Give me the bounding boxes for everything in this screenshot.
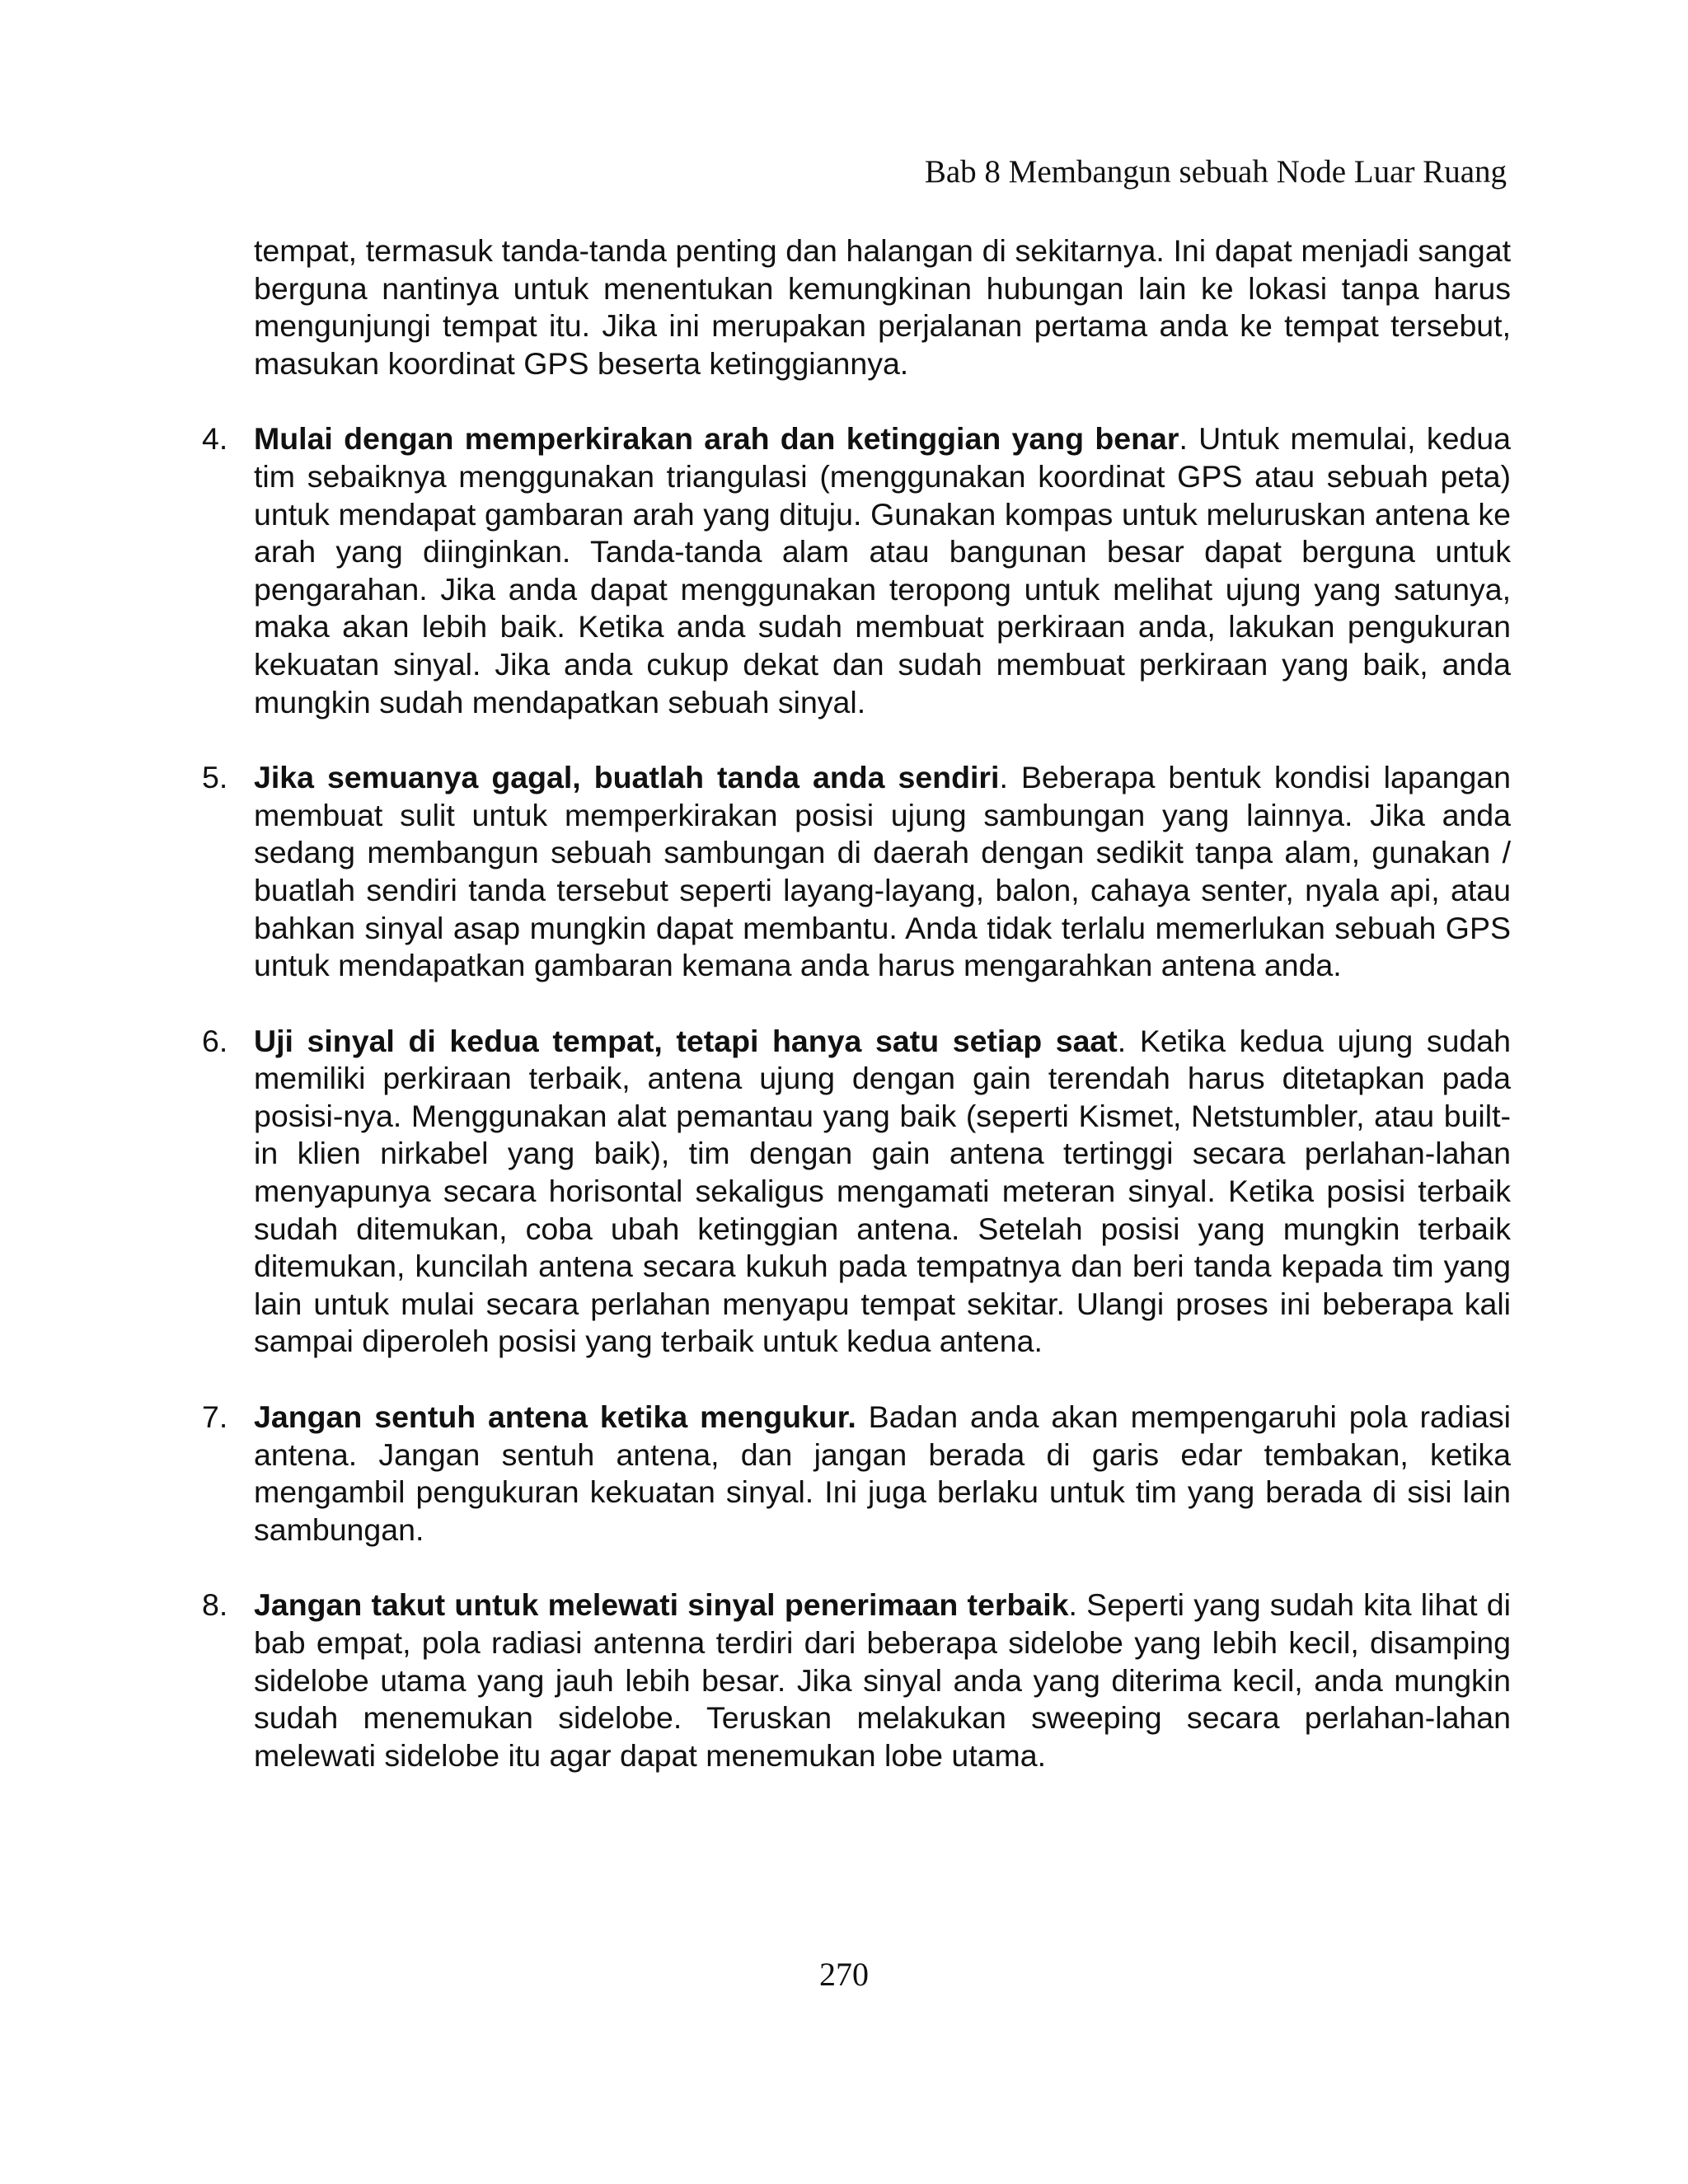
list-item-step-6 [202,1023,1511,1361]
list-item-number: 4. [202,421,228,457]
list-item-body: . Beberapa bentuk kondisi lapangan membuat sulit untuk memperkirakan posisi ujung sambungan yang lainnya. Jika anda sedang membangun sebuah sambungan di daerah dengan sedikit tanpa alam, gunakan / buatlah sendiri tanda tersebut seperti layang-layang, balon, cahaya senter, nyala api, atau bahkan sinyal asap mungkin dapat membantu. Anda tidak terlalu memerlukan sebuah GPS untuk mendapatkan gambaran kemana anda harus mengarahkan antena anda. [254,760,1512,983]
page-content [202,232,1512,1774]
page-number: 270 [819,1956,869,1993]
list-item-body: . Ketika kedua ujung sudah memiliki perkiraan terbaik, antena ujung dengan gain terendah harus ditetapkan pada posisi-nya. Menggunakan alat pemantau yang baik (seperti Kismet, Netstumbler, atau built-in klien nirkabel yang baik), tim dengan gain antena tertinggi secara perlahan-lahan menyapunya secara horisontal sekaligus mengamati meteran sinyal. Ketika posisi terbaik sudah ditemukan, coba ubah ketinggian antena. Setelah posisi yang mungkin terbaik ditemukan, kuncilah antena secara kukuh pada tempatnya dan beri tanda kepada tim yang lain untuk mulai secara perlahan menyapu tempat sekitar. Ulangi proses ini beberapa kali sampai diperoleh posisi yang terbaik untuk kedua antena. [254,1023,1511,1359]
list-item-title: Jika semuanya gagal, buatlah tanda anda sendiri [254,760,1000,795]
list-item-title: Jangan takut untuk melewati sinyal penerimaan terbaik [254,1587,1069,1623]
list-item-number: 7. [202,1399,228,1435]
list-item-number: 8. [202,1587,228,1623]
list-item-title: Mulai dengan memperkirakan arah dan ketinggian yang benar [254,421,1179,457]
list-item-step-5 [202,759,1512,985]
list-item-number: 5. [202,760,228,795]
list-item-body: . Seperti yang sudah kita lihat di bab empat, pola radiasi antenna terdiri dari beberapa sidelobe yang lebih kecil, disamping sidelobe utama yang jauh lebih besar. Jika sinyal anda yang diterima kecil, anda mungkin sudah menemukan sidelobe. Teruskan melakukan sweeping secara perlahan-lahan melewati sidelobe itu agar dapat menemukan lobe utama. [254,1587,1511,1773]
list-item-step-4 [202,420,1512,721]
list-item-body: . Untuk memulai, kedua tim sebaiknya menggunakan triangulasi (menggunakan koordinat GPS atau sebuah peta) untuk mendapat gambaran arah yang dituju. Gunakan kompas untuk meluruskan antena ke arah yang diinginkan. Tanda-tanda alam atau bangunan besar dapat berguna untuk pengarahan. Jika anda dapat menggunakan teropong untuk melihat ujung yang satunya, maka akan lebih baik. Ketika anda sudah membuat perkiraan anda, lakukan pengukuran kekuatan sinyal. Jika anda cukup dekat dan sudah membuat perkiraan yang baik, anda mungkin sudah mendapatkan sebuah sinyal. [254,421,1512,719]
list-item-title: Uji sinyal di kedua tempat, tetapi hanya satu setiap saat [254,1023,1118,1058]
list-item-number: 6. [202,1023,228,1058]
intro-paragraph: tempat, termasuk tanda-tanda penting dan halangan di sekitarnya. Ini dapat menjadi sangat berguna nantinya untuk menentukan kemungkinan hubungan lain ke lokasi tanpa harus mengunjungi tempat itu. Jika ini merupakan perjalanan pertama anda ke tempat tersebut, masukan koordinat GPS beserta ketinggiannya. [254,233,1511,381]
running-header: Bab 8 Membangun sebuah Node Luar Ruang [924,154,1507,190]
steps-list [202,420,1512,1774]
list-item-body: Badan anda akan mempengaruhi pola radiasi antena. Jangan sentuh antena, dan jangan berada di garis edar tembakan, ketika mengambil pengukuran kekuatan sinyal. Ini juga berlaku untuk tim yang berada di sisi lain sambungan. [254,1399,1511,1547]
list-item-step-8 [202,1586,1511,1774]
list-item-step-7 [202,1399,1511,1549]
list-item-title: Jangan sentuh antena ketika mengukur. [254,1399,856,1435]
